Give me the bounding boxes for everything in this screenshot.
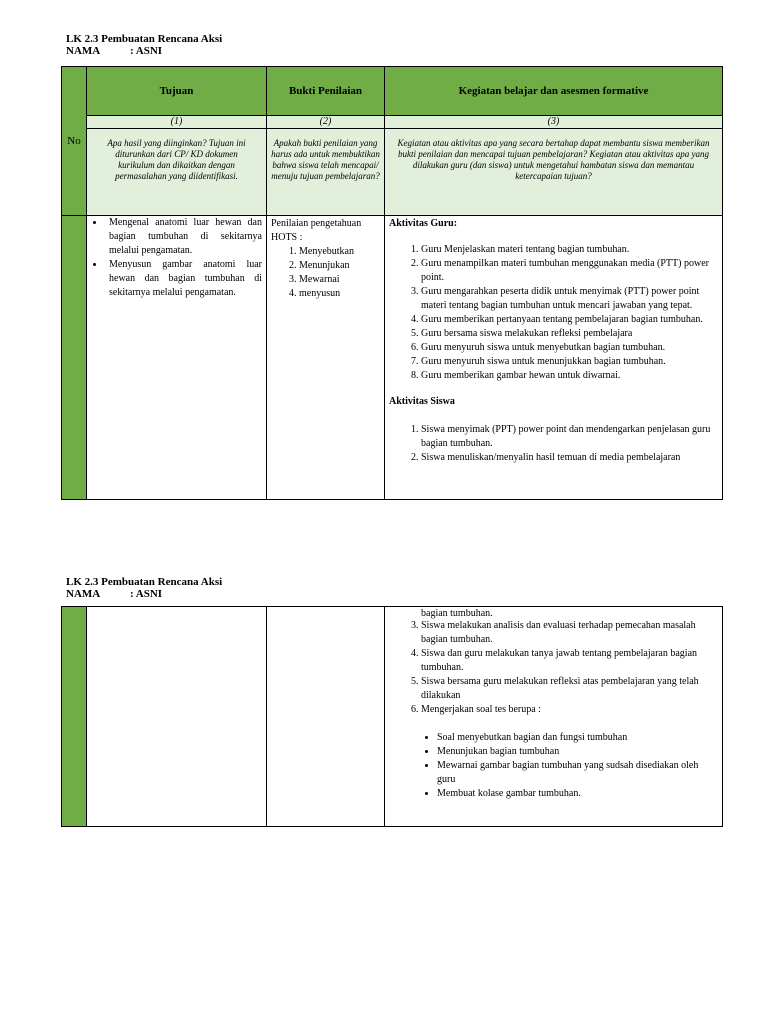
name-value: : ASNI	[130, 45, 163, 57]
no-label: No	[67, 135, 81, 147]
guru-item: 3. Guru mengarahkan peserta didik untuk menyimak (PTT) power point materi tentang bagian tumbuhan untuk mencari jawaban yang tepat.	[421, 285, 718, 313]
kegiatan-cell-continued	[385, 607, 723, 827]
guru-item: 7. Guru menyuruh siswa untuk menunjukkan bagian tumbuhan.	[421, 355, 718, 369]
soal-item: • Mewarnai gambar bagian tumbuhan yang sudsah disediakan oleh guru	[437, 759, 718, 787]
kegiatan-header: Kegiatan belajar dan asesmen formative	[385, 67, 723, 116]
guru-item: 8. Guru memberikan gambar hewan untuk diwarnai.	[421, 369, 718, 383]
aktivitas-siswa-title: Aktivitas Siswa	[389, 396, 455, 407]
worksheet-title: LK 2.3 Pembuatan Rencana Aksi	[66, 33, 223, 45]
tujuan-cell-continued	[87, 607, 267, 827]
bukti-header: Bukti Penilaian	[267, 67, 385, 116]
siswa-item: 5. Siswa bersama guru melakukan refleksi atas pembelajaran yang telah dilakukan	[421, 675, 718, 703]
tujuan-cell	[87, 216, 267, 500]
bukti-cell	[267, 216, 385, 500]
bukti-item: 4. menyusun	[299, 287, 380, 301]
tujuan-header: Tujuan	[87, 67, 267, 116]
soal-item: • Menunjukan bagian tumbuhan	[437, 745, 718, 759]
siswa-item: 2. Siswa menuliskan/menyalin hasil temuan di media pembelajaran	[421, 451, 718, 465]
soal-item: • Soal menyebutkan bagian dan fungsi tumbuhan	[437, 731, 718, 745]
name-row	[66, 588, 222, 600]
column-number-1: (1)	[87, 116, 267, 129]
no-header-cell	[62, 67, 87, 216]
bukti-cell-continued	[267, 607, 385, 827]
aktivitas-siswa-list	[389, 423, 718, 465]
bukti-item: 2. Menunjukan	[299, 259, 380, 273]
row-number-cell	[62, 216, 87, 500]
siswa-item: 4. Siswa dan guru melakukan tanya jawab tentang pembelajaran bagian tumbuhan.	[421, 647, 718, 675]
name-label: NAMA	[66, 45, 101, 57]
bukti-item: 3. Mewarnai	[299, 273, 380, 287]
siswa-item: 1. Siswa menyimak (PPT) power point dan mendengarkan penjelasan guru bagian tumbuhan.	[421, 423, 718, 451]
worksheet-title: LK 2.3 Pembuatan Rencana Aksi	[66, 576, 223, 588]
column-number-2: (2)	[267, 116, 385, 129]
kegiatan-cell	[385, 216, 723, 500]
tujuan-item: • Mengenal anatomi luar hewan dan bagian tumbuhan di sekitarnya melalui pengamatan.	[105, 216, 262, 258]
name-value: : ASNI	[130, 588, 163, 600]
tujuan-list	[89, 216, 262, 300]
name-label: NAMA	[66, 588, 101, 600]
siswa-item-continuation: bagian tumbuhan.	[421, 608, 493, 619]
row-number-cell	[62, 607, 87, 827]
soal-item: • Membuat kolase gambar tumbuhan.	[437, 787, 718, 801]
page-header	[66, 33, 222, 57]
guru-item: 6. Guru menyuruh siswa untuk menyebutkan bagian tumbuhan.	[421, 341, 718, 355]
siswa-item: 3. Siswa melakukan analisis dan evaluasi terhadap pemecahan masalah bagian tumbuhan.	[421, 619, 718, 647]
action-plan-table-continued	[61, 606, 723, 827]
name-row	[66, 45, 222, 57]
aktivitas-siswa-list-continued	[389, 619, 718, 717]
column-number-3: (3)	[385, 116, 723, 129]
aktivitas-guru-title: Aktivitas Guru:	[389, 218, 458, 229]
kegiatan-description-text: Kegiatan atau aktivitas apa yang secara bertahap dapat membantu siswa memberikan bukti penilaian dan mencapai tujuan pembelajaran? Kegiatan atau aktivitas apa yang dilakukan guru (dan siswa) untuk mengetahui hambatan siswa dan memantau ketercapaian tujuan?	[397, 138, 710, 181]
guru-item: 2. Guru menampilkan materi tumbuhan menggunakan media (PTT) power point.	[421, 257, 718, 285]
guru-item: 5. Guru bersama siswa melakukan refleksi pembelajara	[421, 327, 718, 341]
bukti-intro: Penilaian pengetahuan HOTS :	[271, 218, 362, 243]
bukti-description-text: Apakah bukti penilaian yang harus ada untuk membuktikan bahwa siswa telah mencapai/ menuju tujuan pembelajaran?	[271, 138, 380, 181]
siswa-item: 6. Mengerjakan soal tes berupa :	[421, 703, 718, 717]
tujuan-item: • Menyusun gambar anatomi luar hewan dan bagian tumbuhan di sekitarnya melalui pengamatan.	[105, 258, 262, 300]
soal-list	[389, 731, 718, 801]
action-plan-table	[61, 66, 723, 500]
page-header-2	[66, 576, 222, 600]
kegiatan-description	[385, 129, 723, 216]
tujuan-description	[87, 129, 267, 216]
tujuan-description-text: Apa hasil yang diinginkan? Tujuan ini diturunkan dari CP/ KD dokumen kurikulum dan dikaitkan dengan permasalahan yang diidentifikasi.	[107, 138, 246, 181]
bukti-description	[267, 129, 385, 216]
guru-item: 4. Guru memberikan pertanyaan tentang pembelajaran bagian tumbuhan.	[421, 313, 718, 327]
aktivitas-guru-list	[389, 243, 718, 383]
bukti-item: 1. Menyebutkan	[299, 245, 380, 259]
guru-item: 1. Guru Menjelaskan materi tentang bagian tumbuhan.	[421, 243, 718, 257]
bukti-list	[271, 245, 380, 301]
